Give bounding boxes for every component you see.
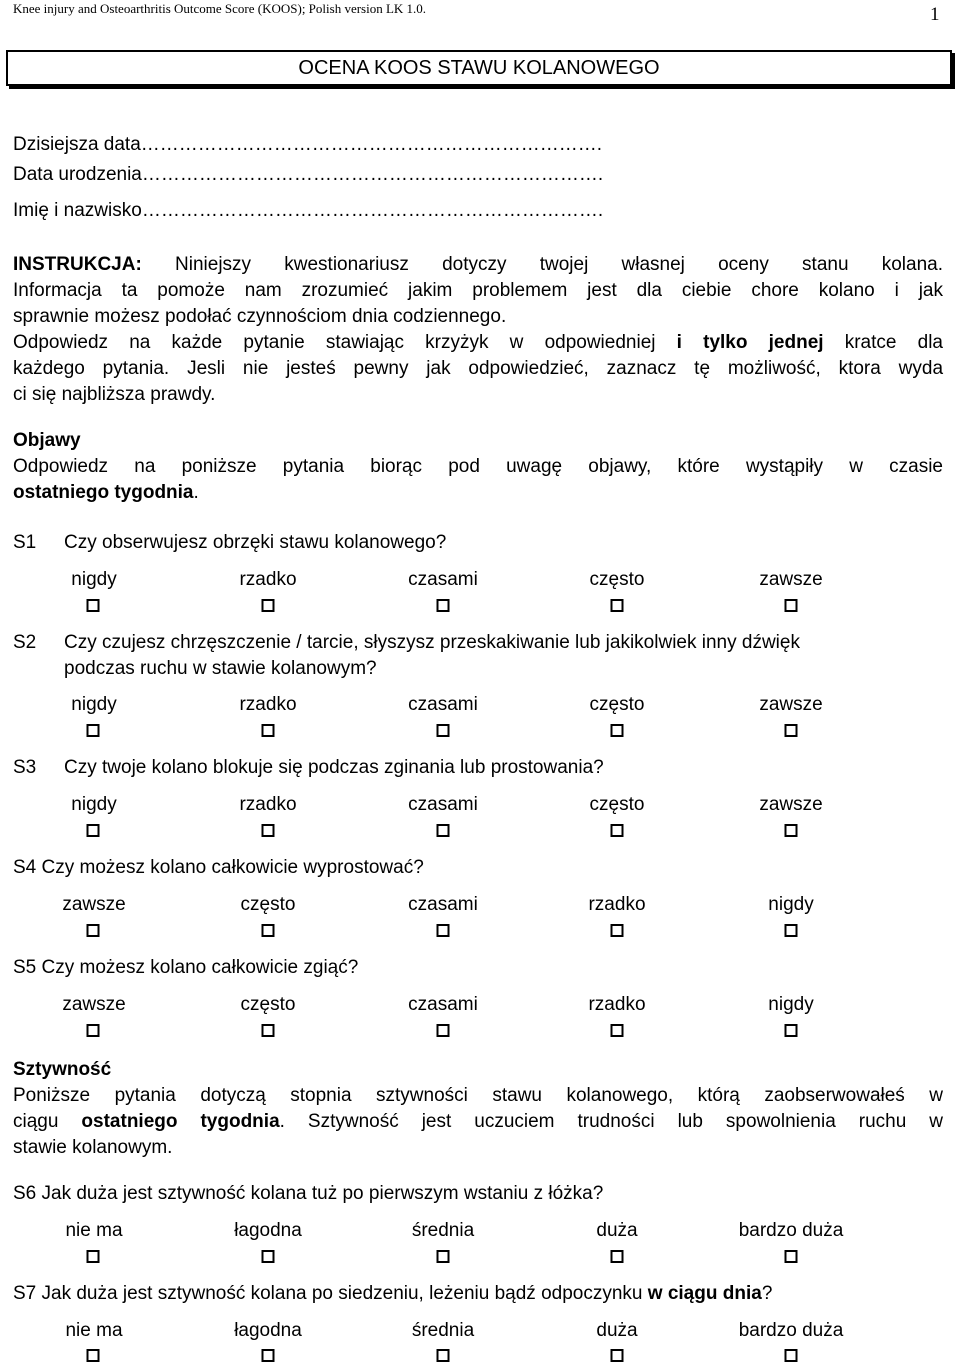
instructions-line-4c: kratce dla [844,332,944,353]
option-label: łagodna [234,1320,302,1341]
answer-checkbox[interactable] [437,1349,450,1362]
answer-checkbox[interactable] [611,824,624,837]
option-label: łagodna [234,1220,302,1241]
option-label: często [240,994,296,1015]
option-label: często [589,569,645,590]
answer-checkbox[interactable] [87,599,100,612]
answer-checkbox[interactable] [87,1024,100,1037]
option-label: czasami [408,794,478,815]
instructions-emphasis: i tylko jednej [676,332,824,353]
option-label: nigdy [768,894,814,915]
answer-checkbox[interactable] [785,724,798,737]
instructions-line-5a: każdego pytania. [13,358,170,379]
option-label: czasami [408,694,478,715]
option-label: zawsze [759,569,823,590]
answer-checkbox[interactable] [262,724,275,737]
option-label: nigdy [71,694,117,715]
instructions-line-1: Niniejszy kwestionariusz dotyczy twojej własnej oceny stanu kolana. [175,254,944,275]
instructions-line-2: Informacja ta pomoże nam zrozumieć jakim problemem jest dla ciebie chore kolano i jak [13,280,943,301]
answer-checkbox[interactable] [785,824,798,837]
answer-checkbox[interactable] [437,724,450,737]
option-label: nigdy [768,994,814,1015]
option-label: czasami [408,994,478,1015]
answer-checkbox[interactable] [785,924,798,937]
field-full-name[interactable]: Imię i nazwisko………………………………………………………………. [13,200,604,221]
option-label: nigdy [71,569,117,590]
option-label: czasami [408,894,478,915]
instructions-line-4a: Odpowiedz na każde pytanie stawiając krzyżyk w odpowiedniej [13,332,656,353]
stiffness-block [13,1057,943,1161]
option-label: często [589,694,645,715]
symptoms-period-dot: . [193,482,199,503]
option-label: rzadko [239,569,297,590]
answer-checkbox[interactable] [87,824,100,837]
question-text-s4: S4 Czy możesz kolano całkowicie wyprostować? [13,857,424,878]
instructions-label: INSTRUKCJA: [13,254,142,275]
stiffness-intro-line-2a: ciągu [13,1111,59,1132]
question-text-s7 [13,1283,772,1305]
answer-checkbox[interactable] [785,599,798,612]
option-label: czasami [408,569,478,590]
question-text-s7-end: ? [761,1283,773,1304]
field-todays-date[interactable]: Dzisiejsza data………………………………………………………………. [13,134,603,155]
option-label: często [589,794,645,815]
answer-checkbox[interactable] [87,1250,100,1263]
option-label: zawsze [759,794,823,815]
answer-checkbox[interactable] [437,599,450,612]
answer-checkbox[interactable] [611,1349,624,1362]
option-label: rzadko [588,994,646,1015]
answer-checkbox[interactable] [611,599,624,612]
answer-checkbox[interactable] [262,1349,275,1362]
answer-checkbox[interactable] [785,1024,798,1037]
option-label: rzadko [239,794,297,815]
answer-checkbox[interactable] [611,1250,624,1263]
instructions-block [13,252,943,408]
answer-checkbox[interactable] [437,824,450,837]
question-code-s2: S2 [13,632,37,653]
answer-checkbox[interactable] [611,924,624,937]
option-label: często [240,894,296,915]
option-label: duża [596,1320,638,1341]
option-label: nigdy [71,794,117,815]
symptoms-block [13,428,943,506]
option-label: rzadko [239,694,297,715]
answer-checkbox[interactable] [437,924,450,937]
answer-checkbox[interactable] [87,924,100,937]
form-title-box [6,50,952,86]
stiffness-period: ostatniego tygodnia [81,1111,280,1132]
question-text-s7-emphasis: w ciągu dnia [647,1283,762,1304]
option-label: zawsze [62,894,126,915]
answer-checkbox[interactable] [262,599,275,612]
answer-checkbox[interactable] [611,724,624,737]
question-code-s1: S1 [13,532,37,553]
answer-checkbox[interactable] [87,724,100,737]
answer-checkbox[interactable] [611,1024,624,1037]
answer-checkbox[interactable] [437,1024,450,1037]
question-text-s1: Czy obserwujesz obrzęki stawu kolanowego? [64,532,447,553]
option-label: rzadko [588,894,646,915]
field-birth-date[interactable]: Data urodzenia………………………………………………………………. [13,164,604,185]
stiffness-heading: Sztywność [13,1059,112,1080]
answer-checkbox[interactable] [785,1250,798,1263]
option-label: bardzo duża [738,1320,844,1341]
option-label: bardzo duża [738,1220,844,1241]
page-header-title: Knee injury and Osteoarthritis Outcome Score (KOOS); Polish version LK 1.0. [13,1,427,16]
instructions-line-5b: Jesli nie jesteś pewny jak odpowiedzieć, zaznacz tę możliwość, ktora wyda [187,358,944,379]
question-code-s3: S3 [13,757,37,778]
answer-checkbox[interactable] [262,1250,275,1263]
form-title: OCENA KOOS STAWU KOLANOWEGO [298,56,660,79]
stiffness-intro-line-1: Poniższe pytania dotyczą stopnia sztywności stawu kolanowego, którą zaobserwowałeś w [13,1085,943,1106]
option-label: zawsze [62,994,126,1015]
question-text-s2-line-2: podczas ruchu w stawie kolanowym? [64,658,377,679]
answer-checkbox[interactable] [262,924,275,937]
answer-checkbox[interactable] [437,1250,450,1263]
page-number: 1 [930,4,940,25]
answer-checkbox[interactable] [785,1349,798,1362]
option-label: nie ma [65,1320,123,1341]
question-text-s3: Czy twoje kolano blokuje się podczas zginania lub prostowania? [64,757,604,778]
answer-checkbox[interactable] [262,1024,275,1037]
option-label: duża [596,1220,638,1241]
symptoms-period: ostatniego tygodnia [13,482,194,503]
answer-checkbox[interactable] [87,1349,100,1362]
option-label: średnia [411,1320,475,1341]
answer-checkbox[interactable] [262,824,275,837]
question-text-s5: S5 Czy możesz kolano całkowicie zgiąć? [13,957,359,978]
question-text-s2-line-1: Czy czujesz chrzęszczenie / tarcie, słyszysz przeskakiwanie lub jakikolwiek inny dźwięk [64,632,800,653]
option-label: nie ma [65,1220,123,1241]
stiffness-intro-line-2c: . Sztywność jest uczuciem trudności lub spowolnienia ruchu w [279,1111,944,1132]
question-text-s6: S6 Jak duża jest sztywność kolana tuż po pierwszym wstaniu z łóżka? [13,1183,604,1204]
stiffness-intro-line-3: stawie kolanowym. [13,1137,173,1158]
option-label: zawsze [759,694,823,715]
instructions-line-3: sprawnie możesz podołać czynnościom dnia codziennego. [13,306,507,327]
instructions-line-6: ci się najbliższa prawdy. [13,384,216,405]
option-label: średnia [411,1220,475,1241]
symptoms-intro-line-1: Odpowiedz na poniższe pytania biorąc pod uwagę objawy, które wystąpiły w czasie [13,456,943,477]
question-text-s7-a: S7 Jak duża jest sztywność kolana po siedzeniu, leżeniu bądź odpoczynku [13,1283,643,1304]
symptoms-heading: Objawy [13,430,81,451]
